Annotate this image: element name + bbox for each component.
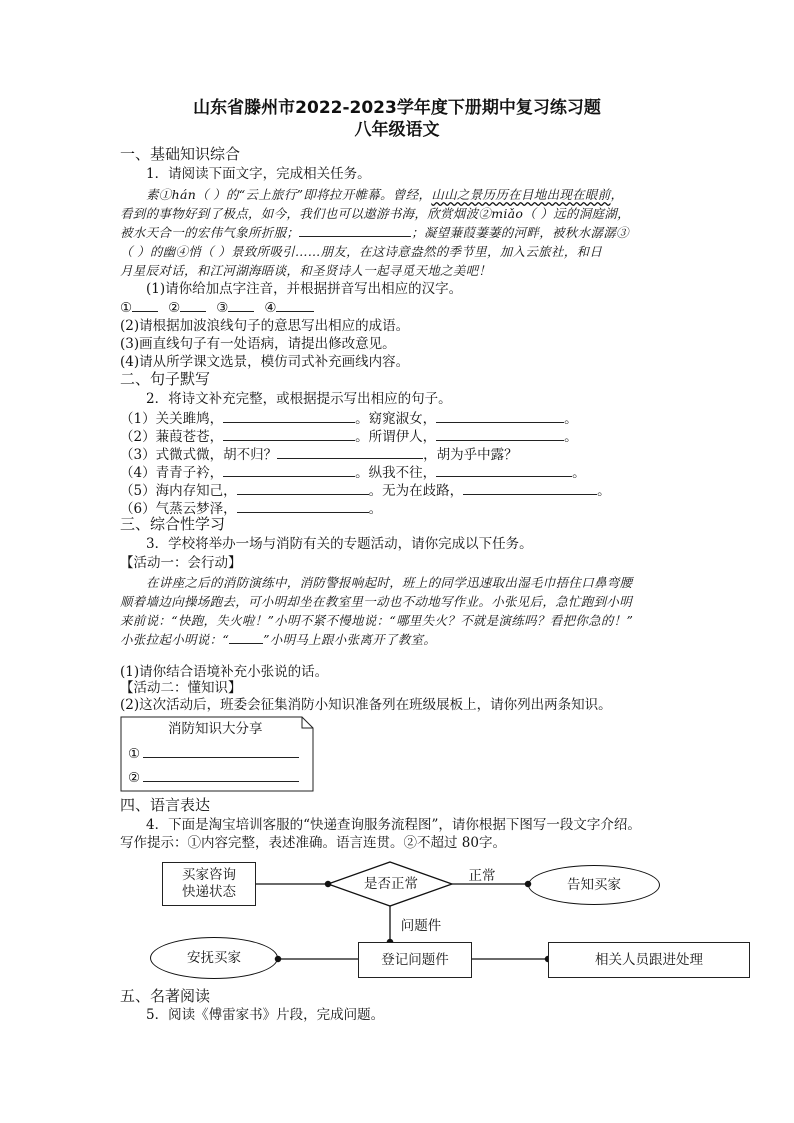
passage-text: 素①hán（ ）的“云上旅行”即将拉开帷幕。曾经， xyxy=(146,187,432,202)
answer-blank[interactable] xyxy=(463,482,597,495)
passage-line-3 xyxy=(120,224,629,241)
question-5: 5．阅读《傅雷家书》片段，完成问题。 xyxy=(146,1007,385,1023)
mark-1: ① xyxy=(120,300,133,316)
board-mark: ② xyxy=(128,770,141,786)
poem-line-5 xyxy=(120,482,611,500)
section-5-heading: 五、名著阅读 xyxy=(120,987,211,1005)
flow-node-notify-buyer: 告知买家 xyxy=(528,865,660,905)
mark-4: ④ xyxy=(264,300,277,316)
answer-blank[interactable] xyxy=(143,769,299,782)
activity-1-label: 【活动一：会行动】 xyxy=(120,555,242,571)
narrative-line-3: 来前说：“快跑，失火啦！”小明不紧不慢地说：“哪里失火？不就是演练吗？看把你急的！” xyxy=(120,613,634,628)
question-1: 1．请阅读下面文字，完成相关任务。 xyxy=(146,166,371,182)
wavy-sentence: 山山之景历历在目地出现在眼前 xyxy=(431,187,611,202)
page-subtitle: 八年级语文 xyxy=(354,120,440,140)
node-label: 快递状态 xyxy=(182,884,236,900)
answer-blank[interactable] xyxy=(237,500,369,513)
sub-question-3: (3)画直线句子有一处语病，请提出修改意见。 xyxy=(120,336,396,352)
node-label: 买家咨询 xyxy=(182,867,236,883)
narrative-line-1: 在讲座之后的消防演练中，消防警报响起时，班上的同学迅速取出湿毛巾捂住口鼻弯腰 xyxy=(146,575,633,590)
line-text: 式微式微，胡不归？ xyxy=(155,447,278,463)
flow-node-comfort-buyer: 安抚买家 xyxy=(150,937,278,979)
narrative-line-4 xyxy=(120,631,436,648)
line-number: （3） xyxy=(120,447,156,463)
passage-line-1 xyxy=(146,186,623,203)
line-text: 。 xyxy=(597,483,611,499)
flow-label-normal: 正常 xyxy=(468,868,496,884)
page-title: 山东省滕州市2022-2023学年度下册期中复习练习题 xyxy=(193,98,601,118)
question-4: 4．下面是淘宝培训客服的“快递查询服务流程图”，请你根据下图写一段文字介绍。 xyxy=(146,817,641,833)
line-text: 。所谓伊人， xyxy=(355,429,437,445)
answer-blank[interactable] xyxy=(228,299,254,312)
answer-marks-row xyxy=(120,299,314,317)
flow-node-is-normal: 是否正常 xyxy=(364,875,418,892)
answer-blank[interactable] xyxy=(132,299,158,312)
line-text: 关关雎鸠， xyxy=(155,411,224,427)
question-2: 2．将诗文补充完整，或根据提示写出相应的句子。 xyxy=(146,391,452,407)
activity-2-label: 【活动二：懂知识】 xyxy=(120,680,242,696)
poem-line-4 xyxy=(120,464,586,482)
line-text: 海内存知己， xyxy=(155,483,237,499)
line-number: （6） xyxy=(120,501,156,517)
sub-question-1: (1)请你给加点字注音，并根据拼音写出相应的汉字。 xyxy=(146,281,463,297)
answer-blank[interactable] xyxy=(276,299,314,312)
question-3: 3．学校将举办一场与消防有关的专题活动，请你完成以下任务。 xyxy=(146,536,533,552)
answer-blank[interactable] xyxy=(436,428,564,441)
board-title: 消防知识大分享 xyxy=(168,721,263,737)
answer-blank[interactable] xyxy=(436,410,564,423)
line-text: 。窈窕淑女， xyxy=(355,411,437,427)
line-number: （4） xyxy=(120,465,156,481)
line-number: （1） xyxy=(120,411,156,427)
answer-blank[interactable] xyxy=(277,446,423,459)
answer-blank[interactable] xyxy=(299,224,411,237)
section-4-heading: 四、语言表达 xyxy=(120,796,211,814)
passage-line-2: 看到的事物好到了极点，如今，我们也可以遨游书海，欣赏烟波②miǎo（ ）远的洞庭湖， xyxy=(120,206,630,221)
passage-line-5: 月星辰对话，和江河湖海晤谈，和圣贤诗人一起寻觅天地之美吧！ xyxy=(120,263,492,278)
sub-question-2: (2)请根据加波浪线句子的意思写出相应的成语。 xyxy=(120,318,410,334)
answer-blank[interactable] xyxy=(237,482,369,495)
flow-node-staff-followup: 相关人员跟进处理 xyxy=(548,942,750,978)
answer-blank[interactable] xyxy=(180,299,206,312)
passage-text: ；凝望蒹葭萋萋的河畔，被秋水潺潺③ xyxy=(411,225,629,240)
line-text: 。 xyxy=(368,501,383,517)
section-2-heading: 二、句子默写 xyxy=(120,370,211,388)
passage-text: 被水天合一的宏伟气象所折服； xyxy=(120,225,300,240)
writing-hint: 写作提示：①内容完整，表述准确。语言连贯。②不超过 80字。 xyxy=(120,835,506,851)
line-text: 。 xyxy=(572,465,586,481)
passage-text: ， xyxy=(610,187,624,202)
line-text: 。纵我不往， xyxy=(355,465,437,481)
mark-2: ② xyxy=(168,300,181,316)
line-text: ，胡为乎中露？ xyxy=(423,447,518,463)
answer-blank[interactable] xyxy=(223,428,355,441)
narrative-text: ”小明马上跟小张离开了教室。 xyxy=(263,632,437,647)
board-mark: ① xyxy=(128,746,141,762)
board-line-2 xyxy=(128,769,299,787)
poem-line-1 xyxy=(120,410,578,428)
line-text: 气蒸云梦泽， xyxy=(155,501,237,517)
sub-question-3-2: (2)这次活动后，班委会征集消防小知识准备列在班级展板上，请你列出两条知识。 xyxy=(120,697,612,713)
answer-blank[interactable] xyxy=(436,464,572,477)
answer-blank[interactable] xyxy=(223,410,355,423)
line-text: 。 xyxy=(564,411,578,427)
flow-node-register-issue: 登记问题件 xyxy=(358,942,472,978)
sub-question-4: (4)请从所学课文选景，模仿司式补充画线内容。 xyxy=(120,354,410,370)
sub-question-3-1: (1)请你结合语境补充小张说的话。 xyxy=(120,664,329,680)
line-text: 蒹葭苍苍， xyxy=(155,429,224,445)
line-text: 。无为在歧路， xyxy=(368,483,464,499)
line-number: （2） xyxy=(120,429,156,445)
poem-line-2 xyxy=(120,428,578,446)
section-3-heading: 三、综合性学习 xyxy=(120,515,226,533)
poem-line-3 xyxy=(120,446,518,464)
flow-label-issue: 问题件 xyxy=(400,918,442,934)
narrative-text: 小张拉起小明说：“ xyxy=(120,632,230,647)
answer-blank[interactable] xyxy=(143,745,299,758)
passage-line-4: （ ）的幽④悄（ ）景致所吸引……朋友，在这诗意盎然的季节里，加入云旅社，和日 xyxy=(120,244,603,259)
line-number: （5） xyxy=(120,483,156,499)
answer-blank[interactable] xyxy=(223,464,355,477)
line-text: 。 xyxy=(564,429,578,445)
answer-blank[interactable] xyxy=(229,631,263,644)
section-1-heading: 一、基础知识综合 xyxy=(120,145,241,163)
narrative-line-2: 顺着墙边向操场跑去，可小明却坐在教室里一动也不动地写作业。小张见后，急忙跑到小明 xyxy=(120,594,633,609)
board-line-1 xyxy=(128,745,299,763)
mark-3: ③ xyxy=(216,300,229,316)
line-text: 青青子衿， xyxy=(155,465,224,481)
flow-node-buyer-inquiry xyxy=(162,862,256,906)
